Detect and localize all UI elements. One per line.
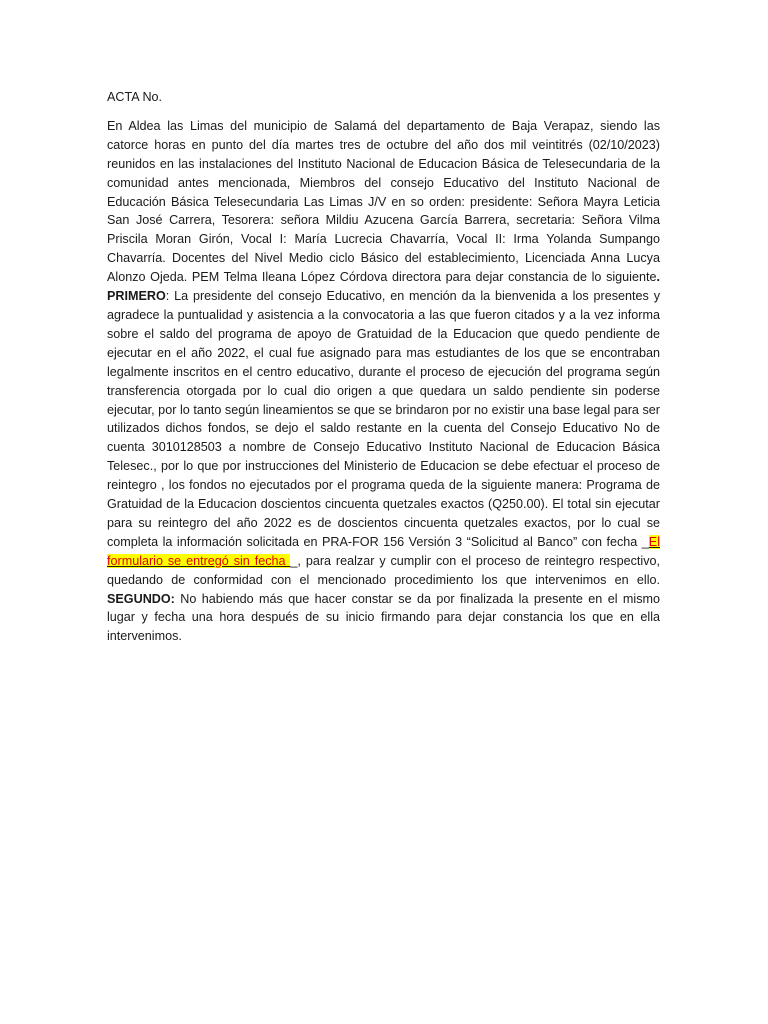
acta-paragraph xyxy=(107,117,660,646)
document-body xyxy=(107,88,660,646)
after-highlight-text: , para realzar y cumplir con el proceso de reintegro respectivo, quedando de conformidad con el mencionado procedimiento los que intervenimos en ello. xyxy=(107,553,661,587)
primero-text: : La presidente del consejo Educativo, en mención da la bienvenida a los presentes y agradece la puntualidad y asistencia a la convocatoria a las que fueron citados y a la vez informa sobre el saldo del programa de apoyo de Gratuidad de la Educacion que quedo pendiente de ejecutar en el año 2022, el cual fue asignado para mas estudiantes de los que se encontraban legalmente inscritos en el centro educativo, durante el proceso de ejecución del programa según transferencia otorgada por lo cual dio origen a que quedara un saldo pendiente sin poderse ejecutar, por lo tanto según lineamientos se que se brindaron por no existir una base legal para ser utilizados dichos fondos, se dejo el saldo restante en la cuenta del Consejo Educativo No de cuenta 3010128503 a nombre de Consejo Educativo Instituto Nacional de Educacion Básica Telesec., por lo que por instrucciones del Ministerio de Educacion se debe efectuar el proceso de reintegro , los fondos no ejecutados por el programa queda de la siguiente manera: Programa de Gratuidad de la Educacion doscientos cincuenta quetzales exactos (Q250.00). El total sin ejecutar para su reintegro del año 2022 es de doscientos cincuenta quetzales exactos, por lo cual se completa la información solicitada en PRA-FOR 156 Versión 3 “Solicitud al Banco” con fecha xyxy=(107,289,660,549)
intro-text: En Aldea las Limas del municipio de Salamá del departamento de Baja Verapaz, siendo las catorce horas en punto del día martes tres de octubre del año dos mil veintitrés (02/10/2023) reunidos en las instalaciones del Instituto Nacional de Educacion Básica de Telesecundaria de la comunidad antes mencionada, Miembros del consejo Educativo del Instituto Nacional de Educación Básica Telesecundaria Las Limas J/V en so orden: presidente: Señora Mayra Leticia San José Carrera, Tesorera: señora Mildiu Azucena García Barrera, secretaria: Señora Vilma Priscila Moran Girón, Vocal I: María Lucrecia Chavarría, Vocal II: Irma Yolanda Sumpango Chavarría. Docentes del Nivel Medio ciclo Básico del establecimiento, Licenciada Anna Lucya Alonzo Ojeda. PEM Telma Ileana López Córdova directora para dejar constancia de lo siguiente xyxy=(107,118,660,285)
segundo-label: SEGUNDO: xyxy=(107,591,175,606)
segundo-text: No habiendo más que hacer constar se da por finalizada la presente en el mismo lugar y fecha una hora después de su inicio firmando para dejar constancia los que en ella intervenimos. xyxy=(107,591,660,644)
blank-after: _ xyxy=(290,553,298,568)
acta-title: ACTA No. xyxy=(107,90,163,104)
primero-label: PRIMERO xyxy=(107,289,166,304)
blank-before: _ xyxy=(641,534,649,549)
intro-period: . xyxy=(656,270,660,285)
highlighted-note: El formulario se entregó sin fecha xyxy=(107,534,660,568)
